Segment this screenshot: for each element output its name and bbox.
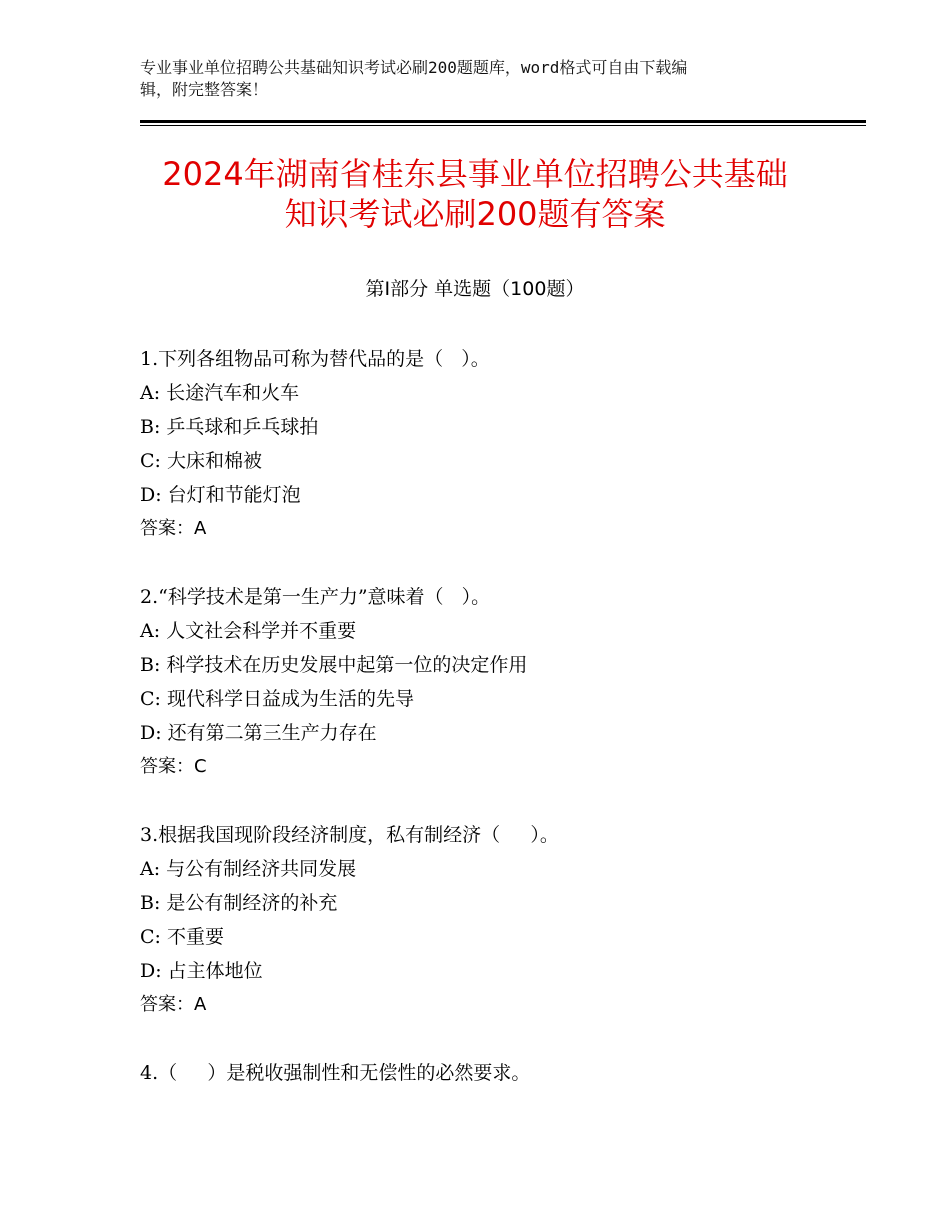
header-note	[140, 57, 800, 101]
option-b: B: 乒乓球和乒乓球拍	[140, 416, 319, 438]
option-a: A: 人文社会科学并不重要	[140, 620, 357, 642]
question-stem: 4.（ ）是税收强制性和无偿性的必然要求。	[140, 1062, 531, 1084]
option-c: C: 不重要	[140, 926, 224, 948]
divider-thick-line	[140, 120, 866, 123]
option-b: B: 科学技术在历史发展中起第一位的决定作用	[140, 654, 528, 676]
answer: 答案：A	[140, 518, 207, 539]
option-d: D: 占主体地位	[140, 960, 263, 982]
question-stem: 3.根据我国现阶段经济制度，私有制经济（ ）。	[140, 824, 559, 846]
answer: 答案：A	[140, 994, 207, 1015]
document-title-line1: 2024年湖南省桂东县事业单位招聘公共基础	[162, 155, 788, 193]
option-a: A: 与公有制经济共同发展	[140, 858, 357, 880]
section-title: 第Ⅰ部分 单选题（100题）	[365, 278, 585, 300]
answer: 答案：C	[140, 756, 207, 777]
document-title	[100, 154, 850, 234]
header-note-line1: 专业事业单位招聘公共基础知识考试必刷200题题库，word格式可自由下载编	[140, 58, 688, 77]
option-c: C: 大床和棉被	[140, 450, 262, 472]
option-c: C: 现代科学日益成为生活的先导	[140, 688, 414, 710]
question-list	[140, 342, 860, 1090]
document-title-line2: 知识考试必刷200题有答案	[284, 195, 666, 233]
option-b: B: 是公有制经济的补充	[140, 892, 338, 914]
header-note-line2: 辑，附完整答案！	[140, 80, 269, 99]
option-a: A: 长途汽车和火车	[140, 382, 300, 404]
divider-thin-line	[140, 125, 866, 126]
header-divider	[140, 120, 866, 128]
option-d: D: 还有第二第三生产力存在	[140, 722, 377, 744]
question-stem: 1.下列各组物品可称为替代品的是（ ）。	[140, 348, 490, 370]
option-d: D: 台灯和节能灯泡	[140, 484, 301, 506]
question-stem: 2.“科学技术是第一生产力”意味着（ ）。	[140, 586, 491, 608]
